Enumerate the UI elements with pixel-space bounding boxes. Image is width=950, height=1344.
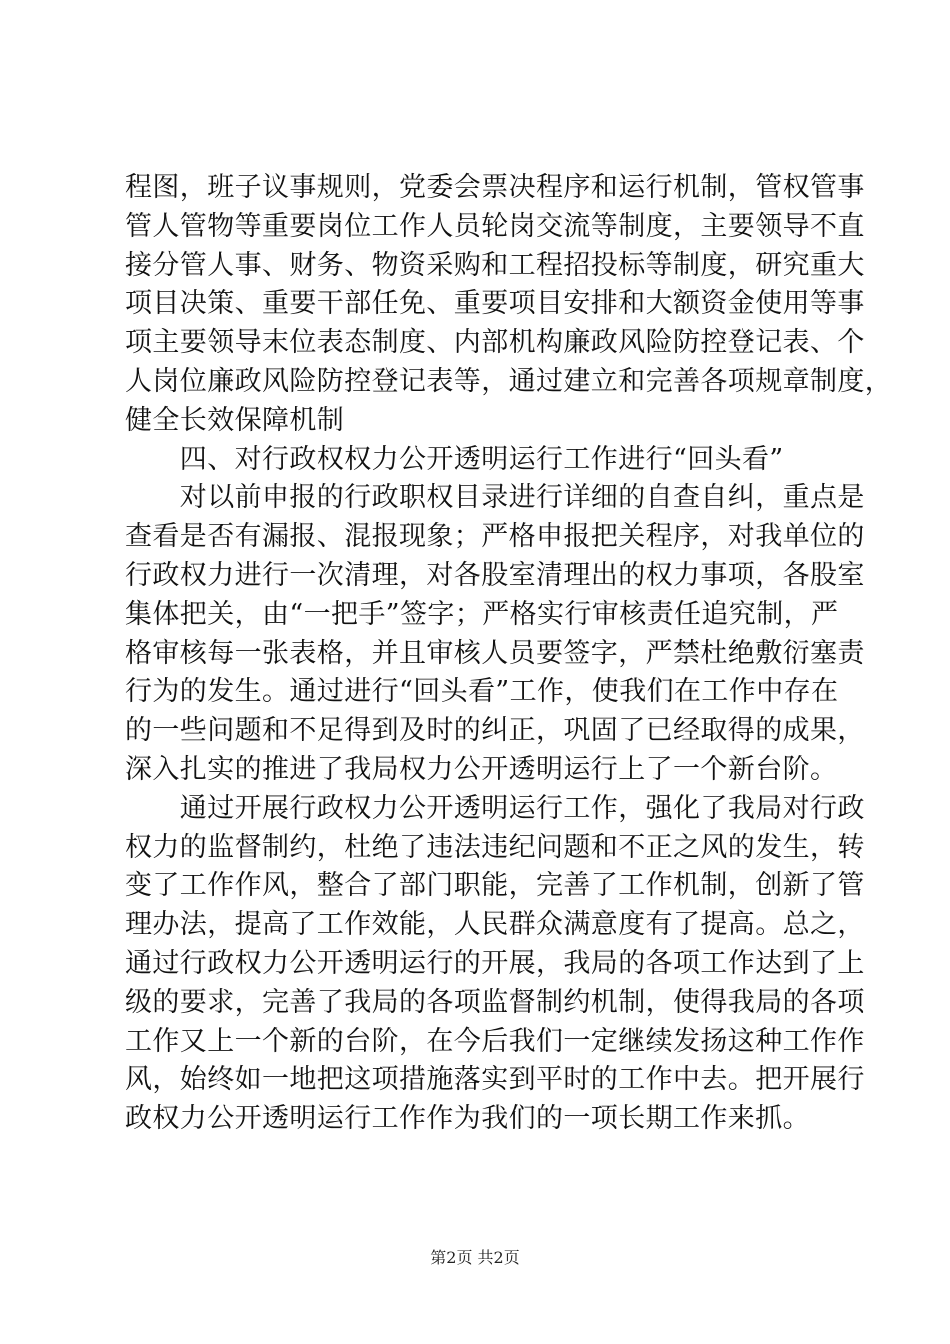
text-line: 集体把关，由“一把手”签字；严格实行审核责任追究制，严 bbox=[125, 598, 839, 630]
text-line: 对以前申报的行政职权目录进行详细的自查自纠，重点是 bbox=[125, 482, 865, 514]
text-line: 行为的发生。通过进行“回头看”工作，使我们在工作中存在 bbox=[125, 676, 839, 708]
text-line: 人岗位廉政风险防控登记表等，通过建立和完善各项规章制度， bbox=[125, 365, 893, 397]
text-line: 级的要求，完善了我局的各项监督制约机制，使得我局的各项 bbox=[125, 986, 865, 1018]
text-line: 变了工作作风，整合了部门职能，完善了工作机制，创新了管 bbox=[125, 870, 865, 902]
text-line: 通过行政权力公开透明运行的开展，我局的各项工作达到了上 bbox=[125, 947, 865, 979]
text-line: 管人管物等重要岗位工作人员轮岗交流等制度，主要领导不直 bbox=[125, 210, 865, 242]
text-line: 行政权力进行一次清理，对各股室清理出的权力事项，各股室 bbox=[125, 559, 865, 591]
text-line: 查看是否有漏报、混报现象；严格申报把关程序，对我单位的 bbox=[125, 521, 865, 553]
text-line: 程图，班子议事规则，党委会票决程序和运行机制，管权管事 bbox=[125, 172, 865, 203]
text-line: 项主要领导末位表态制度、内部机构廉政风险防控登记表、个 bbox=[125, 327, 865, 359]
text-line: 政权力公开透明运行工作作为我们的一项长期工作来抓。 bbox=[125, 1103, 810, 1135]
text-line: 的一些问题和不足得到及时的纠正，巩固了已经取得的成果， bbox=[125, 715, 865, 747]
text-line: 工作又上一个新的台阶，在今后我们一定继续发扬这种工作作 bbox=[125, 1025, 865, 1057]
text-line: 接分管人事、财务、物资采购和工程招投标等制度，研究重大 bbox=[125, 249, 865, 281]
document-body bbox=[125, 169, 893, 1139]
text-line: 风，始终如一地把这项措施落实到平时的工作中去。把开展行 bbox=[125, 1064, 865, 1096]
page-footer bbox=[0, 1248, 950, 1268]
text-line: 项目决策、重要干部任免、重要项目安排和大额资金使用等事 bbox=[125, 288, 865, 320]
text-line: 权力的监督制约，杜绝了违法违纪问题和不正之风的发生，转 bbox=[125, 831, 865, 863]
text-line: 健全长效保障机制 bbox=[125, 404, 345, 436]
text-line: 深入扎实的推进了我局权力公开透明运行上了一个新台阶。 bbox=[125, 753, 838, 785]
text-line: 格审核每一张表格，并且审核人员要签字，严禁杜绝敷衍塞责 bbox=[125, 637, 865, 669]
text-line: 通过开展行政权力公开透明运行工作，强化了我局对行政 bbox=[125, 792, 865, 824]
text-line: 理办法，提高了工作效能，人民群众满意度有了提高。总之， bbox=[125, 909, 865, 941]
page-number: 第2页 共2页 bbox=[430, 1248, 520, 1267]
section-heading: 四、对行政权权力公开透明运行工作进行“回头看” bbox=[125, 443, 784, 475]
